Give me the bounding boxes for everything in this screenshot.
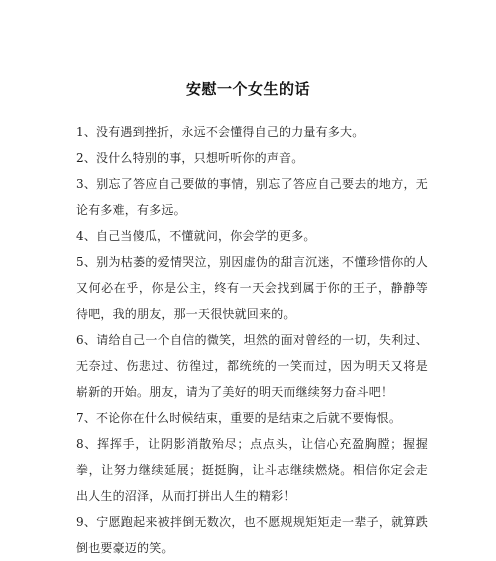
paragraph-8: 8、挥挥手，让阴影消散殆尽；点点头，让信心充盈胸膛；握握拳，让努力继续延展；挺挺胸，让斗志继续燃烧。相信你定会走出人生的沼泽，从而打拼出人生的精彩！: [76, 437, 428, 503]
document-body: [76, 119, 428, 561]
paragraph-5: 5、别为枯萎的爱情哭泣，别因虚伪的甜言沉迷，不懂珍惜你的人又何必在乎，你是公主，终有一天会找到属于你的王子，静静等待吧，我的朋友，那一天很快就回来的。: [76, 255, 428, 321]
document-title: 安慰一个女生的话: [185, 80, 310, 98]
paragraph-2: 2、没什么特别的事，只想听听你的声音。: [76, 151, 304, 165]
paragraph-7: 7、不论你在什么时候结束，重要的是结束之后就不要悔恨。: [76, 411, 402, 425]
paragraph-3: 3、别忘了答应自己要做的事情，别忘了答应自己要去的地方，无论有多难，有多远。: [76, 177, 428, 217]
paragraph-4: 4、自己当傻瓜，不懂就问，你会学的更多。: [76, 229, 316, 243]
paragraph-6: 6、请给自己一个自信的微笑，坦然的面对曾经的一切，失利过、无奈过、伤悲过、彷徨过，都统统的一笑而过，因为明天又将是崭新的开始。朋友，请为了美好的明天而继续努力奋斗吧！: [76, 333, 428, 399]
paragraph-9: 9、宁愿跑起来被拌倒无数次，也不愿规规矩矩走一辈子，就算跌倒也要豪迈的笑。: [76, 515, 428, 555]
paragraph-1: 1、没有遇到挫折，永远不会懂得自己的力量有多大。: [76, 125, 365, 139]
